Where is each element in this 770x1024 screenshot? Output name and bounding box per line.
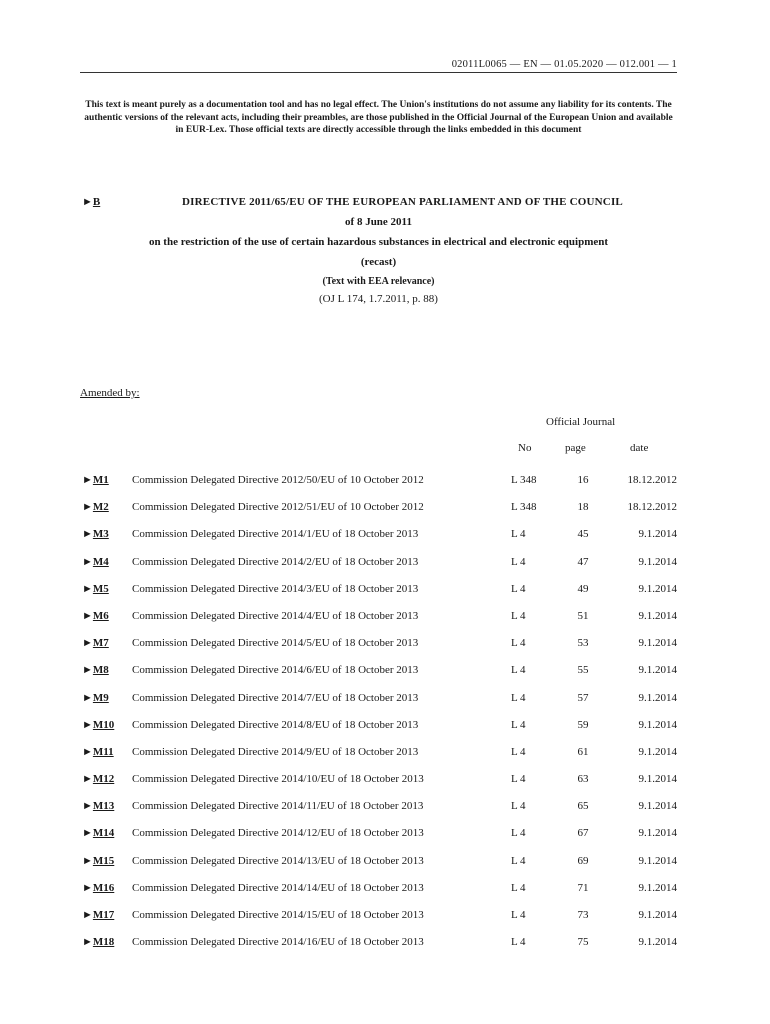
amendment-description: Commission Delegated Directive 2014/12/EU of 18 October 2013 — [132, 827, 424, 840]
directive-subject: on the restriction of the use of certain hazardous substances in electrical and electronic equipment — [148, 236, 609, 248]
oj-number: L 4 — [511, 800, 526, 813]
oj-date: 9.1.2014 — [638, 609, 677, 622]
eea-relevance: (Text with EEA relevance) — [322, 276, 435, 287]
arrow-marker-icon: ► — [82, 196, 93, 208]
oj-date: 9.1.2014 — [638, 881, 677, 894]
table-row — [80, 501, 677, 528]
oj-date: 9.1.2014 — [638, 718, 677, 731]
oj-number: L 348 — [511, 474, 537, 486]
oj-date: 9.1.2014 — [638, 691, 677, 704]
oj-number: L 4 — [511, 528, 526, 541]
table-row — [80, 528, 677, 555]
directive-recast: (recast) — [360, 256, 397, 268]
arrow-marker-icon: ► — [82, 582, 93, 595]
amendment-description: Commission Delegated Directive 2014/16/EU of 18 October 2013 — [132, 936, 424, 949]
oj-date: 9.1.2014 — [638, 555, 677, 568]
oj-number: L 4 — [511, 637, 526, 650]
oj-date: 9.1.2014 — [638, 936, 677, 949]
table-row — [80, 882, 677, 909]
oj-date: 9.1.2014 — [638, 800, 677, 813]
amendment-description: Commission Delegated Directive 2014/1/EU of 18 October 2013 — [132, 528, 419, 541]
oj-date: 9.1.2014 — [638, 854, 677, 867]
amendment-description: Commission Delegated Directive 2014/11/EU of 18 October 2013 — [132, 800, 424, 813]
amendment-description: Commission Delegated Directive 2014/3/EU of 18 October 2013 — [132, 582, 419, 595]
oj-number: L 4 — [511, 664, 526, 677]
disclaimer-text: This text is meant purely as a documentation tool and has no legal effect. The Union's institutions do not assume any liability for its contents. The authentic versions of the relevant acts, including their preambles, are those published in the Official Journal of the European Union and available in EUR-Lex. Those official texts are directly accessible through the links embedded in this document — [84, 100, 673, 135]
oj-number: L 4 — [511, 854, 526, 867]
oj-date: 9.1.2014 — [638, 773, 677, 786]
official-journal-heading: Official Journal — [546, 416, 616, 428]
amendment-link[interactable]: M2 — [92, 501, 109, 514]
base-act-link[interactable]: B — [92, 196, 101, 208]
oj-date: 9.1.2014 — [638, 827, 677, 840]
amendment-marker[interactable] — [82, 909, 114, 921]
amendment-link[interactable]: M15 — [92, 854, 115, 867]
amendment-marker[interactable] — [82, 692, 109, 704]
amendment-marker[interactable] — [82, 610, 109, 622]
amendment-link[interactable]: M6 — [92, 609, 109, 622]
oj-page: 49 — [577, 582, 589, 595]
oj-page: 75 — [577, 936, 589, 949]
arrow-marker-icon: ► — [82, 881, 93, 894]
oj-page: 45 — [577, 528, 589, 541]
amendment-marker[interactable] — [82, 746, 114, 758]
directive-date: of 8 June 2011 — [345, 216, 412, 228]
oj-page: 71 — [577, 881, 589, 894]
table-row — [80, 936, 677, 963]
oj-number: L 348 — [511, 501, 537, 514]
amendment-description: Commission Delegated Directive 2012/50/EU of 10 October 2012 — [132, 474, 424, 486]
oj-date: 9.1.2014 — [638, 582, 677, 595]
oj-page: 59 — [577, 718, 589, 731]
amendment-link[interactable]: M5 — [92, 582, 109, 595]
arrow-marker-icon: ► — [82, 637, 93, 650]
amendment-description: Commission Delegated Directive 2014/14/EU of 18 October 2013 — [132, 881, 424, 894]
oj-number: L 4 — [511, 936, 526, 949]
official-journal-reference: (OJ L 174, 1.7.2011, p. 88) — [319, 293, 438, 305]
arrow-marker-icon: ► — [82, 827, 93, 840]
table-row — [80, 664, 677, 691]
arrow-marker-icon: ► — [82, 528, 93, 541]
amendment-marker[interactable] — [82, 800, 114, 812]
amendment-marker[interactable] — [82, 474, 109, 486]
amendment-link[interactable]: M1 — [92, 474, 109, 486]
arrow-marker-icon: ► — [82, 609, 93, 622]
amendment-description: Commission Delegated Directive 2014/9/EU of 18 October 2013 — [132, 745, 419, 758]
table-row — [80, 556, 677, 583]
oj-page: 69 — [577, 854, 589, 867]
oj-number: L 4 — [511, 909, 526, 921]
table-row — [80, 474, 677, 501]
oj-number: L 4 — [511, 582, 526, 595]
amendment-link[interactable]: M17 — [92, 909, 115, 921]
oj-page: 67 — [577, 827, 589, 840]
amendment-marker[interactable] — [82, 936, 114, 948]
table-row — [80, 909, 677, 936]
table-row — [80, 719, 677, 746]
oj-page: 61 — [577, 745, 589, 758]
amendment-description: Commission Delegated Directive 2014/7/EU of 18 October 2013 — [132, 691, 419, 704]
amendment-description: Commission Delegated Directive 2014/5/EU of 18 October 2013 — [132, 637, 419, 650]
arrow-marker-icon: ► — [82, 501, 93, 514]
amendment-link[interactable]: M4 — [92, 555, 109, 568]
oj-page: 47 — [577, 555, 589, 568]
amendment-marker[interactable] — [82, 528, 109, 540]
oj-number: L 4 — [511, 691, 526, 704]
amendment-marker[interactable] — [82, 556, 109, 568]
amendment-link[interactable]: M14 — [92, 827, 115, 840]
oj-page: 57 — [577, 691, 589, 704]
directive-title-block — [80, 196, 677, 305]
amendment-link[interactable]: M18 — [92, 936, 115, 949]
table-row — [80, 800, 677, 827]
amendment-link[interactable]: M11 — [92, 745, 114, 758]
amendment-description: Commission Delegated Directive 2014/10/EU of 18 October 2013 — [132, 773, 424, 786]
table-row — [80, 637, 677, 664]
amended-by-label: Amended by: — [80, 387, 140, 399]
oj-date: 18.12.2012 — [627, 501, 677, 514]
amendments-table — [80, 474, 677, 963]
column-header-page: page — [565, 442, 586, 454]
arrow-marker-icon: ► — [82, 909, 93, 921]
oj-date: 9.1.2014 — [638, 745, 677, 758]
oj-date: 9.1.2014 — [638, 637, 677, 650]
oj-page: 73 — [577, 909, 589, 921]
arrow-marker-icon: ► — [82, 936, 93, 949]
amendment-description: Commission Delegated Directive 2014/15/EU of 18 October 2013 — [132, 909, 424, 921]
amendment-link[interactable]: M12 — [92, 773, 115, 786]
amendment-description: Commission Delegated Directive 2014/2/EU of 18 October 2013 — [132, 555, 419, 568]
directive-title: DIRECTIVE 2011/65/EU OF THE EUROPEAN PARLIAMENT AND OF THE COUNCIL — [182, 196, 623, 208]
amendment-marker[interactable] — [82, 583, 109, 595]
amendment-description: Commission Delegated Directive 2014/4/EU of 18 October 2013 — [132, 609, 419, 622]
arrow-marker-icon: ► — [82, 691, 93, 704]
oj-page: 65 — [577, 800, 589, 813]
amendment-description: Commission Delegated Directive 2012/51/EU of 10 October 2012 — [132, 501, 424, 514]
amendment-marker[interactable] — [82, 719, 114, 731]
arrow-marker-icon: ► — [82, 718, 93, 731]
amendment-description: Commission Delegated Directive 2014/8/EU of 18 October 2013 — [132, 718, 419, 731]
arrow-marker-icon: ► — [82, 664, 93, 677]
amendment-link[interactable]: M7 — [92, 637, 109, 650]
oj-page: 18 — [577, 501, 589, 514]
amendment-marker[interactable] — [82, 773, 114, 785]
column-header-date: date — [630, 442, 649, 454]
amendment-description: Commission Delegated Directive 2014/6/EU of 18 October 2013 — [132, 664, 419, 677]
oj-number: L 4 — [511, 881, 526, 894]
header-divider — [80, 72, 677, 73]
amendment-link[interactable]: M16 — [92, 881, 115, 894]
amendment-marker[interactable] — [82, 882, 114, 894]
table-row — [80, 692, 677, 719]
arrow-marker-icon: ► — [82, 474, 93, 486]
oj-page: 16 — [577, 474, 589, 486]
amendment-marker[interactable] — [82, 501, 109, 513]
oj-date: 9.1.2014 — [638, 528, 677, 541]
amendment-description: Commission Delegated Directive 2014/13/EU of 18 October 2013 — [132, 854, 424, 867]
table-row — [80, 746, 677, 773]
oj-page: 63 — [577, 773, 589, 786]
amendment-marker[interactable] — [82, 664, 109, 676]
oj-date: 18.12.2012 — [627, 474, 677, 486]
table-row — [80, 583, 677, 610]
arrow-marker-icon: ► — [82, 555, 93, 568]
amendment-marker[interactable] — [82, 855, 114, 867]
amendment-link[interactable]: M9 — [92, 691, 109, 704]
amendment-marker[interactable] — [82, 827, 114, 839]
amendment-link[interactable]: M3 — [92, 528, 109, 541]
arrow-marker-icon: ► — [82, 854, 93, 867]
table-row — [80, 773, 677, 800]
oj-date: 9.1.2014 — [638, 664, 677, 677]
amendment-link[interactable]: M10 — [92, 718, 115, 731]
arrow-marker-icon: ► — [82, 773, 93, 786]
document-reference: 02011L0065 — EN — 01.05.2020 — 012.001 — 1 — [451, 59, 677, 70]
oj-number: L 4 — [511, 745, 526, 758]
oj-page: 55 — [577, 664, 589, 677]
table-row — [80, 855, 677, 882]
table-row — [80, 610, 677, 637]
amendment-link[interactable]: M8 — [92, 664, 109, 677]
oj-number: L 4 — [511, 609, 526, 622]
column-header-no: No — [518, 442, 532, 454]
oj-page: 53 — [577, 637, 589, 650]
oj-number: L 4 — [511, 555, 526, 568]
table-row — [80, 827, 677, 854]
oj-number: L 4 — [511, 773, 526, 786]
oj-number: L 4 — [511, 827, 526, 840]
oj-page: 51 — [577, 609, 589, 622]
oj-date: 9.1.2014 — [638, 909, 677, 921]
arrow-marker-icon: ► — [82, 745, 93, 758]
amendment-link[interactable]: M13 — [92, 800, 115, 813]
arrow-marker-icon: ► — [82, 800, 93, 813]
oj-number: L 4 — [511, 718, 526, 731]
amendment-marker[interactable] — [82, 637, 109, 649]
